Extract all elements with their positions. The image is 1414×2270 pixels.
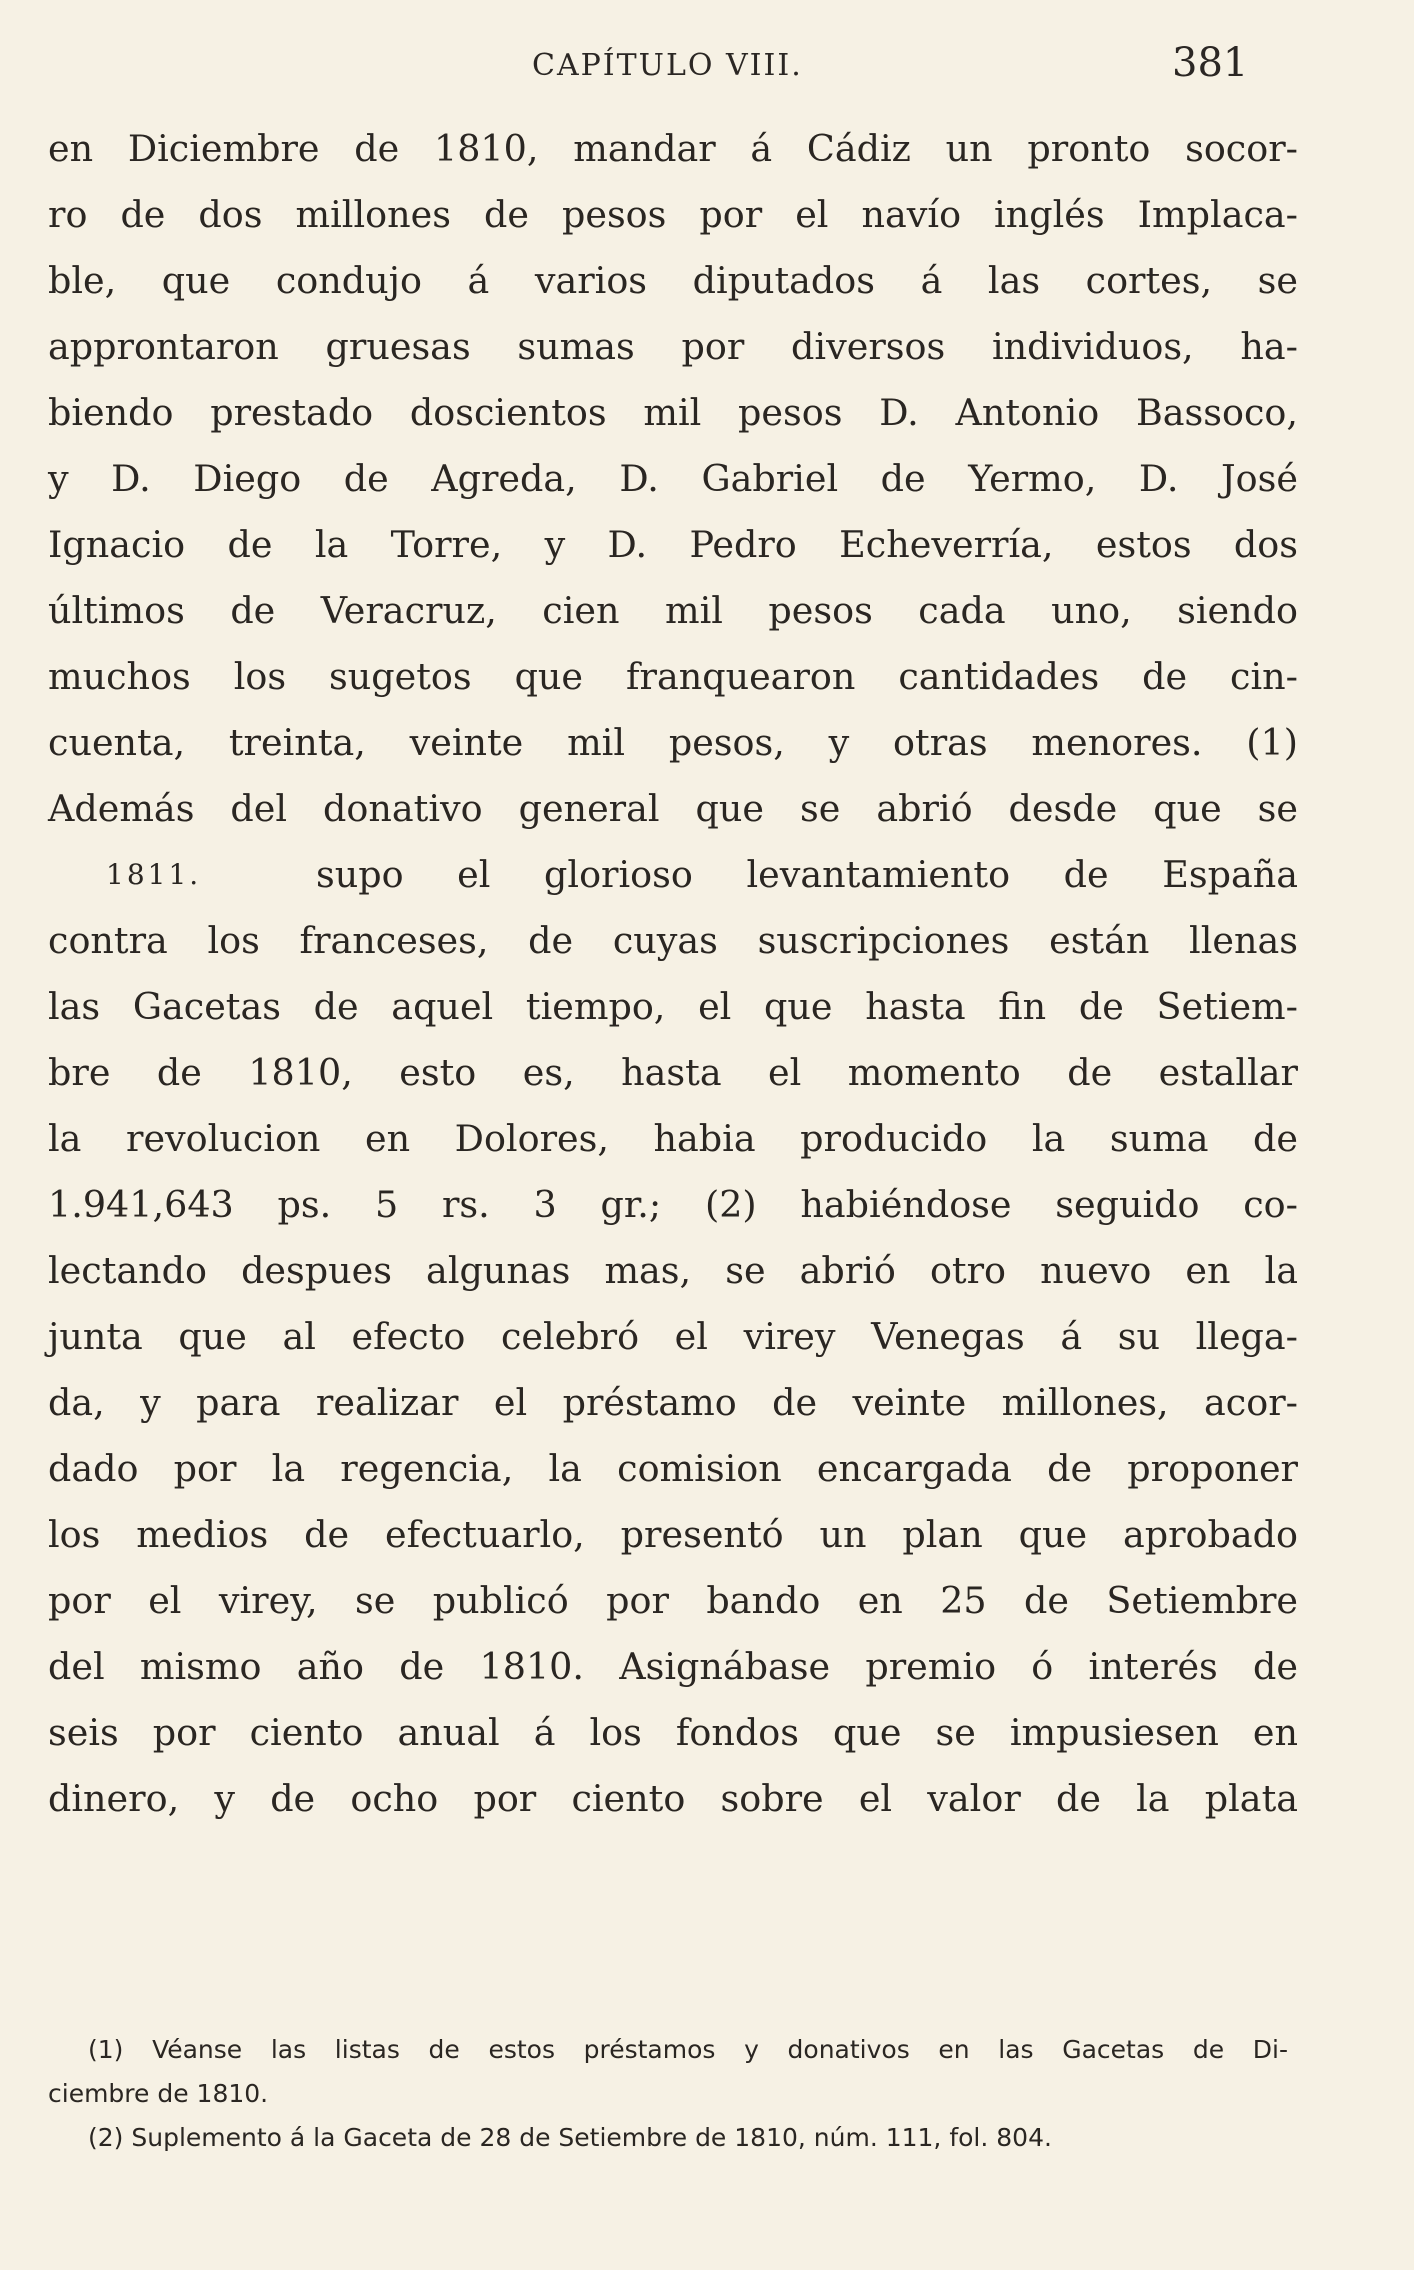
text-line: ro de dos millones de pesos por el navío inglés Implaca- bbox=[48, 193, 1298, 236]
footnote-2: (2) Suplemento á la Gaceta de 28 de Setiembre de 1810, núm. 111, fol. 804. bbox=[88, 2123, 1052, 2152]
text-line: supo el glorioso levantamiento de España bbox=[316, 853, 1298, 896]
text-line: da, y para realizar el préstamo de veinte millones, acor- bbox=[48, 1381, 1298, 1424]
text-line: biendo prestado doscientos mil pesos D. Antonio Bassoco, bbox=[48, 391, 1298, 434]
text-line: seis por ciento anual á los fondos que se impusiesen en bbox=[48, 1711, 1298, 1754]
text-line: 1.941,643 ps. 5 rs. 3 gr.; (2) habiéndose seguido co- bbox=[48, 1183, 1298, 1226]
text-line: y D. Diego de Agreda, D. Gabriel de Yermo, D. José bbox=[48, 457, 1298, 500]
text-line: junta que al efecto celebró el virey Venegas á su llega- bbox=[48, 1315, 1298, 1358]
text-line: del mismo año de 1810. Asignábase premio ó interés de bbox=[48, 1645, 1298, 1688]
text-line: Ignacio de la Torre, y D. Pedro Echeverría, estos dos bbox=[48, 523, 1298, 566]
text-line: en Diciembre de 1810, mandar á Cádiz un pronto socor- bbox=[48, 127, 1298, 170]
text-line: bre de 1810, esto es, hasta el momento de estallar bbox=[48, 1051, 1298, 1094]
text-line: por el virey, se publicó por bando en 25 de Setiembre bbox=[48, 1579, 1298, 1622]
text-line: lectando despues algunas mas, se abrió otro nuevo en la bbox=[48, 1249, 1298, 1292]
running-header-title: CAPÍTULO VIII. bbox=[532, 48, 803, 83]
text-line: las Gacetas de aquel tiempo, el que hasta fin de Setiem- bbox=[48, 985, 1298, 1028]
text-line: contra los franceses, de cuyas suscripciones están llenas bbox=[48, 919, 1298, 962]
text-line: dado por la regencia, la comision encargada de proponer bbox=[48, 1447, 1298, 1490]
text-line: últimos de Veracruz, cien mil pesos cada uno, siendo bbox=[48, 589, 1298, 632]
text-line: approntaron gruesas sumas por diversos individuos, ha- bbox=[48, 325, 1298, 368]
text-line: la revolucion en Dolores, habia producido la suma de bbox=[48, 1117, 1298, 1160]
text-line: Además del donativo general que se abrió desde que se bbox=[48, 787, 1298, 830]
footnote-1: (1) Véanse las listas de estos préstamos y donativos en las Gacetas de Di- bbox=[88, 2035, 1288, 2064]
page-number: 381 bbox=[1172, 40, 1249, 86]
margin-year-row bbox=[48, 842, 1298, 908]
text-line: muchos los sugetos que franquearon cantidades de cin- bbox=[48, 655, 1298, 698]
footnote-1-continuation: ciembre de 1810. bbox=[48, 2079, 269, 2108]
text-line: los medios de efectuarlo, presentó un plan que aprobado bbox=[48, 1513, 1298, 1556]
text-line: dinero, y de ocho por ciento sobre el valor de la plata bbox=[48, 1777, 1298, 1820]
text-line: ble, que condujo á varios diputados á las cortes, se bbox=[48, 259, 1298, 302]
margin-year-note: 1811. bbox=[106, 858, 202, 891]
text-line: cuenta, treinta, veinte mil pesos, y otras menores. (1) bbox=[48, 721, 1298, 764]
